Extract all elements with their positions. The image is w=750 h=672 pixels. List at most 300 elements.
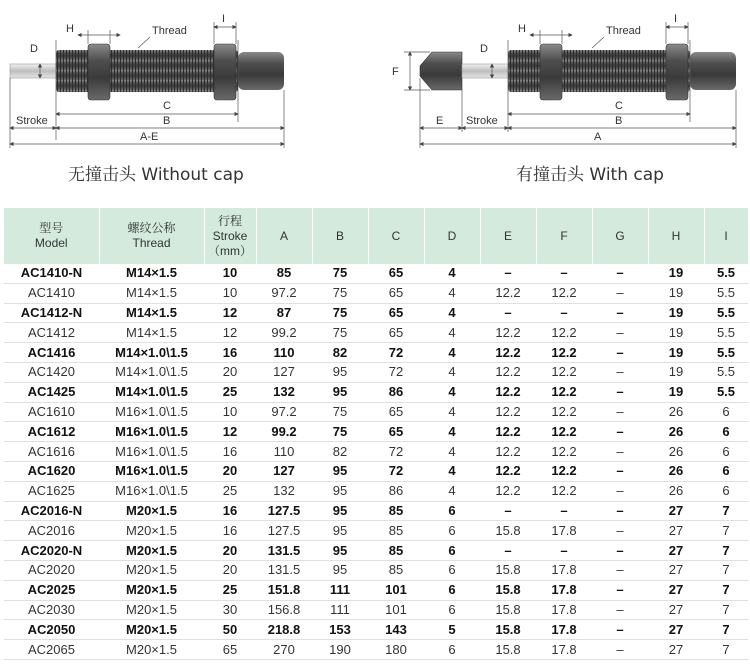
- cell-h: 26: [648, 461, 704, 481]
- cell-h: 27: [648, 501, 704, 521]
- cell-b: 75: [312, 264, 368, 283]
- cell-g: –: [592, 600, 648, 620]
- cell-stroke: 16: [204, 442, 256, 462]
- cell-stroke: 12: [204, 323, 256, 343]
- cell-d: 4: [424, 461, 480, 481]
- cell-f: 12.2: [536, 481, 592, 501]
- cell-model: AC2016: [4, 521, 99, 541]
- cell-a: 127.5: [256, 501, 312, 521]
- table-row: [4, 264, 748, 283]
- cell-c: 72: [368, 343, 424, 363]
- cell-g: –: [592, 580, 648, 600]
- cell-g: –: [592, 303, 648, 323]
- cell-a: 127: [256, 362, 312, 382]
- caption-with-cap: 有撞击头 With cap: [516, 165, 664, 185]
- table-row: [4, 382, 748, 402]
- label-d-left: D: [30, 43, 38, 55]
- header-d: D: [424, 208, 480, 264]
- cell-g: –: [592, 481, 648, 501]
- header-a: A: [256, 208, 312, 264]
- cell-c: 101: [368, 600, 424, 620]
- cell-model: AC2020-N: [4, 541, 99, 561]
- cell-b: 111: [312, 600, 368, 620]
- table-row: [4, 461, 748, 481]
- cell-thread: M16×1.0\1.5: [99, 402, 204, 422]
- cell-e: 12.2: [480, 382, 536, 402]
- cell-d: 6: [424, 580, 480, 600]
- cell-f: 17.8: [536, 521, 592, 541]
- table-row: [4, 283, 748, 303]
- cell-e: –: [480, 541, 536, 561]
- cell-thread: M14×1.5: [99, 303, 204, 323]
- cell-model: AC1625: [4, 481, 99, 501]
- cell-b: 75: [312, 402, 368, 422]
- cell-stroke: 12: [204, 303, 256, 323]
- cell-stroke: 20: [204, 362, 256, 382]
- cell-b: 95: [312, 481, 368, 501]
- cell-g: –: [592, 541, 648, 561]
- cell-model: AC1412: [4, 323, 99, 343]
- label-e-right: E: [436, 115, 444, 127]
- label-f-right: F: [392, 66, 399, 78]
- cell-b: 75: [312, 422, 368, 442]
- cell-g: –: [592, 343, 648, 363]
- cell-a: 131.5: [256, 560, 312, 580]
- cell-e: 12.2: [480, 461, 536, 481]
- header-thread-cn: 螺纹公称: [127, 221, 176, 235]
- cell-e: 15.8: [480, 560, 536, 580]
- cell-i: 7: [704, 600, 748, 620]
- cell-g: –: [592, 382, 648, 402]
- table-row: [4, 541, 748, 561]
- spec-table: [4, 208, 749, 660]
- piston-rod: [462, 64, 508, 78]
- cell-h: 26: [648, 402, 704, 422]
- impact-cap: [420, 52, 462, 90]
- cell-e: 12.2: [480, 362, 536, 382]
- shock-absorber-with-cap: [420, 44, 736, 100]
- cell-thread: M20×1.5: [99, 640, 204, 660]
- cell-d: 6: [424, 501, 480, 521]
- label-a-right: A: [594, 131, 602, 143]
- cell-d: 6: [424, 600, 480, 620]
- cell-stroke: 25: [204, 481, 256, 501]
- table-row: [4, 620, 748, 640]
- cell-d: 4: [424, 382, 480, 402]
- cell-model: AC1410: [4, 283, 99, 303]
- label-b-right: B: [615, 115, 623, 127]
- caption-without-cap: 无撞击头 Without cap: [68, 165, 244, 185]
- piston-rod: [10, 64, 56, 78]
- hex-nut-right: [214, 44, 236, 100]
- cell-b: 75: [312, 283, 368, 303]
- cell-thread: M16×1.0\1.5: [99, 422, 204, 442]
- cell-c: 65: [368, 323, 424, 343]
- cell-b: 75: [312, 303, 368, 323]
- cell-model: AC1620: [4, 461, 99, 481]
- cell-d: 4: [424, 402, 480, 422]
- cell-b: 95: [312, 541, 368, 561]
- cell-stroke: 10: [204, 283, 256, 303]
- label-ae-left: A-E: [140, 131, 159, 143]
- cell-c: 101: [368, 580, 424, 600]
- cell-a: 110: [256, 442, 312, 462]
- cell-e: 12.2: [480, 323, 536, 343]
- cell-g: –: [592, 402, 648, 422]
- cell-b: 75: [312, 323, 368, 343]
- cell-b: 153: [312, 620, 368, 640]
- cell-e: 12.2: [480, 343, 536, 363]
- cell-e: 15.8: [480, 580, 536, 600]
- cell-g: –: [592, 640, 648, 660]
- header-g: G: [592, 208, 648, 264]
- label-thread-left: Thread: [152, 25, 187, 37]
- cell-d: 4: [424, 264, 480, 283]
- cell-thread: M16×1.0\1.5: [99, 442, 204, 462]
- cell-g: –: [592, 422, 648, 442]
- cell-a: 131.5: [256, 541, 312, 561]
- cell-e: –: [480, 303, 536, 323]
- header-stroke: [204, 208, 256, 264]
- cell-i: 6: [704, 481, 748, 501]
- cell-c: 65: [368, 303, 424, 323]
- cell-d: 4: [424, 303, 480, 323]
- shock-absorber-without-cap: [10, 44, 284, 100]
- cell-a: 127.5: [256, 521, 312, 541]
- cell-stroke: 10: [204, 402, 256, 422]
- cell-h: 19: [648, 343, 704, 363]
- cell-b: 95: [312, 362, 368, 382]
- cell-stroke: 10: [204, 264, 256, 283]
- cell-d: 4: [424, 343, 480, 363]
- cell-a: 132: [256, 382, 312, 402]
- cell-thread: M16×1.0\1.5: [99, 461, 204, 481]
- cell-e: 12.2: [480, 481, 536, 501]
- table-row: [4, 501, 748, 521]
- header-h: H: [648, 208, 704, 264]
- cell-model: AC2025: [4, 580, 99, 600]
- cell-stroke: 30: [204, 600, 256, 620]
- cell-g: –: [592, 283, 648, 303]
- label-i-right: I: [674, 13, 678, 25]
- cell-c: 72: [368, 362, 424, 382]
- cell-b: 95: [312, 560, 368, 580]
- cell-h: 19: [648, 382, 704, 402]
- cell-f: –: [536, 501, 592, 521]
- cell-model: AC2030: [4, 600, 99, 620]
- cell-g: –: [592, 362, 648, 382]
- cell-f: 12.2: [536, 323, 592, 343]
- cell-model: AC1416: [4, 343, 99, 363]
- cell-i: 5.5: [704, 343, 748, 363]
- cell-f: –: [536, 541, 592, 561]
- cell-e: 12.2: [480, 402, 536, 422]
- header-c: C: [368, 208, 424, 264]
- threaded-body: [56, 50, 238, 92]
- cell-i: 6: [704, 402, 748, 422]
- cell-stroke: 25: [204, 382, 256, 402]
- cell-a: 87: [256, 303, 312, 323]
- cell-b: 111: [312, 580, 368, 600]
- cell-i: 5.5: [704, 264, 748, 283]
- cell-d: 6: [424, 541, 480, 561]
- cell-d: 6: [424, 560, 480, 580]
- cell-e: 15.8: [480, 600, 536, 620]
- cell-g: –: [592, 461, 648, 481]
- cell-model: AC1610: [4, 402, 99, 422]
- cell-e: 15.8: [480, 640, 536, 660]
- cell-h: 19: [648, 303, 704, 323]
- cell-c: 65: [368, 264, 424, 283]
- cell-d: 4: [424, 362, 480, 382]
- cell-model: AC1612: [4, 422, 99, 442]
- cell-thread: M14×1.0\1.5: [99, 362, 204, 382]
- header-stroke-en: Stroke: [212, 228, 248, 243]
- hex-nut-left: [540, 44, 562, 100]
- cell-thread: M20×1.5: [99, 541, 204, 561]
- cell-b: 95: [312, 382, 368, 402]
- cell-f: 12.2: [536, 422, 592, 442]
- cell-b: 82: [312, 442, 368, 462]
- label-h-left: H: [66, 23, 74, 35]
- table-row: [4, 422, 748, 442]
- label-d-right: D: [480, 43, 488, 55]
- cell-thread: M20×1.5: [99, 560, 204, 580]
- cell-stroke: 12: [204, 422, 256, 442]
- header-thread-en: Thread: [132, 236, 171, 250]
- cell-e: 12.2: [480, 422, 536, 442]
- cell-thread: M16×1.0\1.5: [99, 481, 204, 501]
- cell-thread: M20×1.5: [99, 620, 204, 640]
- table-row: [4, 640, 748, 660]
- cell-stroke: 50: [204, 620, 256, 640]
- cell-thread: M20×1.5: [99, 501, 204, 521]
- cell-c: 86: [368, 481, 424, 501]
- cell-e: 15.8: [480, 521, 536, 541]
- cell-stroke: 20: [204, 560, 256, 580]
- cell-b: 190: [312, 640, 368, 660]
- cell-i: 6: [704, 461, 748, 481]
- cell-h: 19: [648, 323, 704, 343]
- cell-d: 4: [424, 442, 480, 462]
- cell-model: AC1420: [4, 362, 99, 382]
- label-stroke-right: Stroke: [466, 115, 498, 127]
- cell-d: 5: [424, 620, 480, 640]
- cell-c: 180: [368, 640, 424, 660]
- cell-d: 4: [424, 323, 480, 343]
- cell-b: 82: [312, 343, 368, 363]
- label-h-right: H: [518, 23, 526, 35]
- cell-g: –: [592, 620, 648, 640]
- cell-e: –: [480, 264, 536, 283]
- cell-i: 5.5: [704, 382, 748, 402]
- cell-f: 17.8: [536, 560, 592, 580]
- cell-e: 12.2: [480, 283, 536, 303]
- cell-c: 85: [368, 541, 424, 561]
- cell-stroke: 16: [204, 501, 256, 521]
- cell-thread: M20×1.5: [99, 521, 204, 541]
- cell-stroke: 20: [204, 541, 256, 561]
- cell-thread: M14×1.0\1.5: [99, 382, 204, 402]
- cell-i: 7: [704, 541, 748, 561]
- cell-i: 5.5: [704, 283, 748, 303]
- cell-f: 12.2: [536, 343, 592, 363]
- cell-model: AC1410-N: [4, 264, 99, 283]
- cell-h: 27: [648, 560, 704, 580]
- cell-e: 12.2: [480, 442, 536, 462]
- cell-model: AC1425: [4, 382, 99, 402]
- cell-h: 26: [648, 481, 704, 501]
- label-thread-right: Thread: [606, 25, 641, 37]
- cell-c: 85: [368, 501, 424, 521]
- cell-f: 12.2: [536, 402, 592, 422]
- header-stroke-unit: （mm）: [208, 243, 252, 258]
- cell-a: 97.2: [256, 402, 312, 422]
- cell-thread: M14×1.5: [99, 323, 204, 343]
- cell-h: 26: [648, 442, 704, 462]
- cell-i: 7: [704, 521, 748, 541]
- label-i-left: I: [222, 13, 226, 25]
- cell-h: 19: [648, 264, 704, 283]
- cell-h: 27: [648, 620, 704, 640]
- cell-c: 85: [368, 560, 424, 580]
- cell-thread: M20×1.5: [99, 600, 204, 620]
- cell-e: 15.8: [480, 620, 536, 640]
- cell-f: 12.2: [536, 362, 592, 382]
- cell-stroke: 16: [204, 521, 256, 541]
- cell-b: 95: [312, 461, 368, 481]
- cell-model: AC1616: [4, 442, 99, 462]
- cell-h: 27: [648, 541, 704, 561]
- cell-i: 7: [704, 640, 748, 660]
- cell-thread: M14×1.5: [99, 264, 204, 283]
- cell-h: 19: [648, 362, 704, 382]
- cell-stroke: 65: [204, 640, 256, 660]
- cell-c: 65: [368, 283, 424, 303]
- cell-model: AC2050: [4, 620, 99, 640]
- cell-g: –: [592, 323, 648, 343]
- cell-i: 6: [704, 422, 748, 442]
- cell-d: 6: [424, 521, 480, 541]
- cell-a: 127: [256, 461, 312, 481]
- label-stroke-left: Stroke: [16, 115, 48, 127]
- cell-c: 65: [368, 402, 424, 422]
- table-row: [4, 303, 748, 323]
- cell-i: 7: [704, 580, 748, 600]
- cell-f: 17.8: [536, 640, 592, 660]
- table-row: [4, 362, 748, 382]
- header-b: B: [312, 208, 368, 264]
- table-row: [4, 481, 748, 501]
- cell-model: AC2016-N: [4, 501, 99, 521]
- cell-b: 95: [312, 501, 368, 521]
- table-row: [4, 580, 748, 600]
- header-model-en: Model: [34, 236, 68, 250]
- cell-i: 7: [704, 620, 748, 640]
- cell-thread: M14×1.5: [99, 283, 204, 303]
- cell-thread: M20×1.5: [99, 580, 204, 600]
- label-c-right: C: [615, 100, 623, 112]
- cell-stroke: 16: [204, 343, 256, 363]
- header-model-cn: 型号: [39, 221, 64, 235]
- body-end: [238, 52, 284, 90]
- table-row: [4, 402, 748, 422]
- table-body: [4, 264, 748, 659]
- cell-h: 19: [648, 283, 704, 303]
- cell-a: 151.8: [256, 580, 312, 600]
- cell-h: 27: [648, 521, 704, 541]
- cell-i: 7: [704, 560, 748, 580]
- cell-a: 218.8: [256, 620, 312, 640]
- cell-a: 85: [256, 264, 312, 283]
- cell-model: AC2065: [4, 640, 99, 660]
- cell-f: 17.8: [536, 600, 592, 620]
- cell-h: 27: [648, 580, 704, 600]
- table-row: [4, 442, 748, 462]
- cell-a: 132: [256, 481, 312, 501]
- cell-a: 270: [256, 640, 312, 660]
- body-end: [690, 52, 736, 90]
- cell-f: 12.2: [536, 283, 592, 303]
- cell-c: 86: [368, 382, 424, 402]
- cell-a: 99.2: [256, 323, 312, 343]
- header-e: E: [480, 208, 536, 264]
- cell-d: 4: [424, 283, 480, 303]
- cell-a: 110: [256, 343, 312, 363]
- threaded-body: [508, 50, 690, 92]
- cell-c: 72: [368, 461, 424, 481]
- cell-model: AC1412-N: [4, 303, 99, 323]
- cell-e: –: [480, 501, 536, 521]
- cell-f: –: [536, 264, 592, 283]
- cell-c: 65: [368, 422, 424, 442]
- cell-a: 99.2: [256, 422, 312, 442]
- cell-c: 143: [368, 620, 424, 640]
- cell-g: –: [592, 501, 648, 521]
- cell-g: –: [592, 264, 648, 283]
- cell-g: –: [592, 442, 648, 462]
- table-row: [4, 560, 748, 580]
- cell-f: 12.2: [536, 461, 592, 481]
- cell-g: –: [592, 560, 648, 580]
- hex-nut-right: [666, 44, 688, 100]
- label-c-left: C: [163, 100, 171, 112]
- cell-h: 27: [648, 600, 704, 620]
- cell-i: 6: [704, 442, 748, 462]
- table-row: [4, 343, 748, 363]
- cell-a: 97.2: [256, 283, 312, 303]
- cell-f: 17.8: [536, 580, 592, 600]
- cell-d: 4: [424, 422, 480, 442]
- header-stroke-cn: 行程: [217, 213, 242, 228]
- table-row: [4, 600, 748, 620]
- table-row: [4, 521, 748, 541]
- cell-model: AC2020: [4, 560, 99, 580]
- header-thread: [99, 208, 204, 264]
- cell-f: 12.2: [536, 382, 592, 402]
- header-i: I: [704, 208, 748, 264]
- cell-i: 7: [704, 501, 748, 521]
- header-f: F: [536, 208, 592, 264]
- cell-stroke: 20: [204, 461, 256, 481]
- label-b-left: B: [163, 115, 171, 127]
- cell-f: –: [536, 303, 592, 323]
- cell-h: 27: [648, 640, 704, 660]
- cell-f: 17.8: [536, 620, 592, 640]
- cell-i: 5.5: [704, 303, 748, 323]
- cell-stroke: 25: [204, 580, 256, 600]
- cell-d: 4: [424, 481, 480, 501]
